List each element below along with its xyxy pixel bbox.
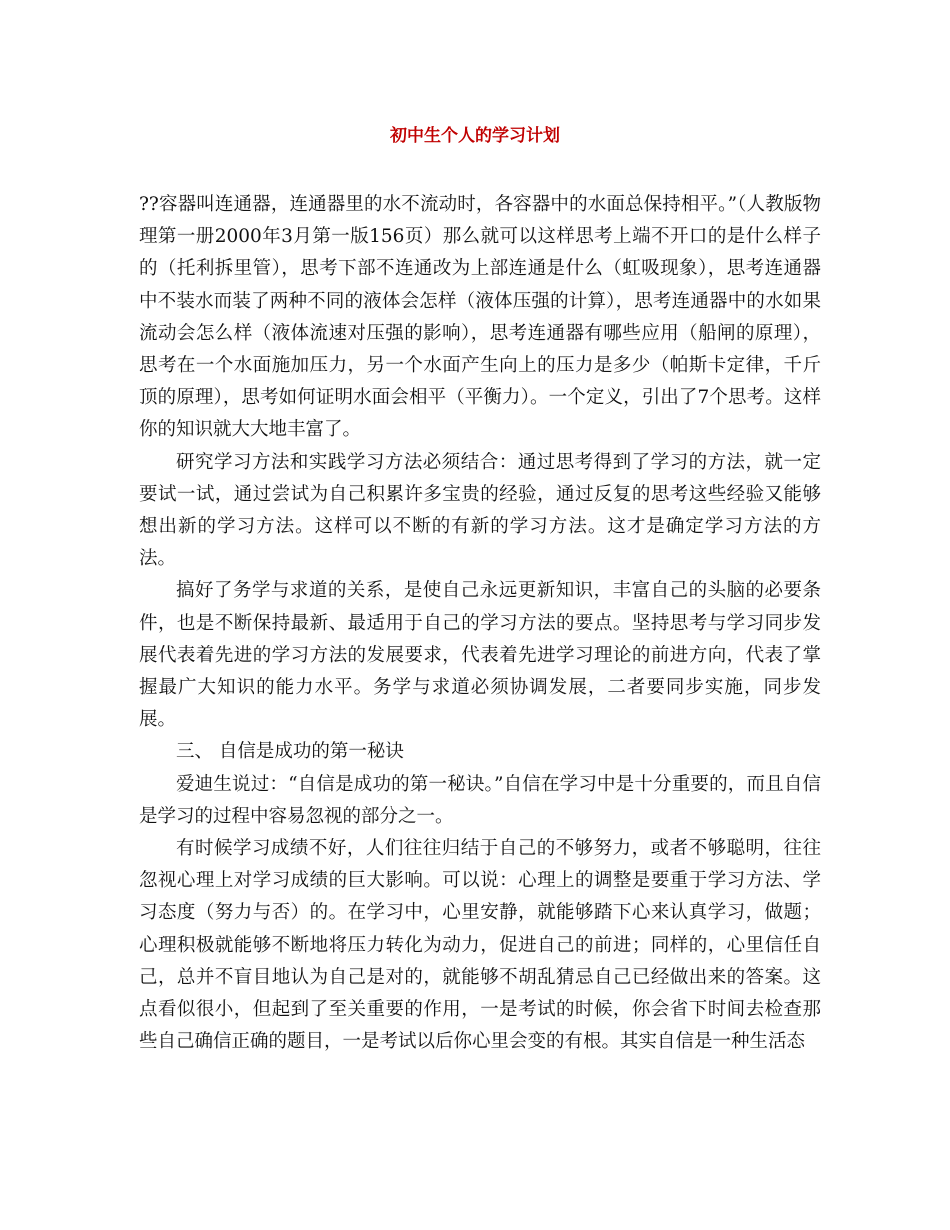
paragraph-study-and-inquiry: 搞好了务学与求道的关系，是使自己永远更新知识，丰富自己的头脑的必要条件，也是不断保持最新、最适用于自己的学习方法的要点。坚持思考与学习同步发展代表着先进的学习方法的发展要求，代表着先进学习理论的前进方向，代表了掌握最广大知识的能力水平。务学与求道必须协调发展，二者要同步实施，同步发展。	[139, 580, 821, 731]
paragraph-learning-methods: 研究学习方法和实践学习方法必须结合：通过思考得到了学习的方法，就一定要试一试，通过尝试为自己积累许多宝贵的经验，通过反复的思考这些经验又能够想出新的学习方法。这样可以不断的有新的学习方法。这才是确定学习方法的方法。	[139, 451, 821, 570]
paragraph-edison-quote: 爱迪生说过：“自信是成功的第一秘诀。”自信在学习中是十分重要的，而且自信是学习的过程中容易忽视的部分之一。	[139, 773, 821, 827]
document-title: 初中生个人的学习计划	[390, 126, 560, 146]
document-body	[139, 189, 821, 1058]
section-heading-confidence: 三、 自信是成功的第一秘诀	[176, 741, 404, 763]
paragraph-psychology: 有时候学习成绩不好，人们往往归结于自己的不够努力，或者不够聪明，往往忽视心理上对学习成绩的巨大影响。可以说：心理上的调整是要重于学习方法、学习态度（努力与否）的。在学习中，心里安静，就能够踏下心来认真学习，做题；心理积极就能够不断地将压力转化为动力，促进自己的前进；同样的，心里信任自己，总并不盲目地认为自己是对的，就能够不胡乱猜忌自己已经做出来的答案。这点看似很小，但起到了至关重要的作用，一是考试的时候，你会省下时间去检查那些自己确信正确的题目，一是考试以后你心里会变的有根。其实自信是一种生活态	[139, 838, 821, 1053]
paragraph-continuation: ??容器叫连通器，连通器里的水不流动时，各容器中的水面总保持相平。”（人教版物理第一册2000年3月第一版156页）那么就可以这样思考上端不开口的是什么样子的（托利拆里管），思考下部不连通改为上部连通是什么（虹吸现象），思考连通器中不装水而装了两种不同的液体会怎样（液体压强的计算），思考连通器中的水如果流动会怎么样（液体流速对压强的影响），思考连通器有哪些应用（船闸的原理），思考在一个水面施加压力，另一个水面产生向上的压力是多少（帕斯卡定律，千斤顶的原理），思考如何证明水面会相平（平衡力）。一个定义，引出了7个思考。这样你的知识就大大地丰富了。	[139, 194, 821, 441]
